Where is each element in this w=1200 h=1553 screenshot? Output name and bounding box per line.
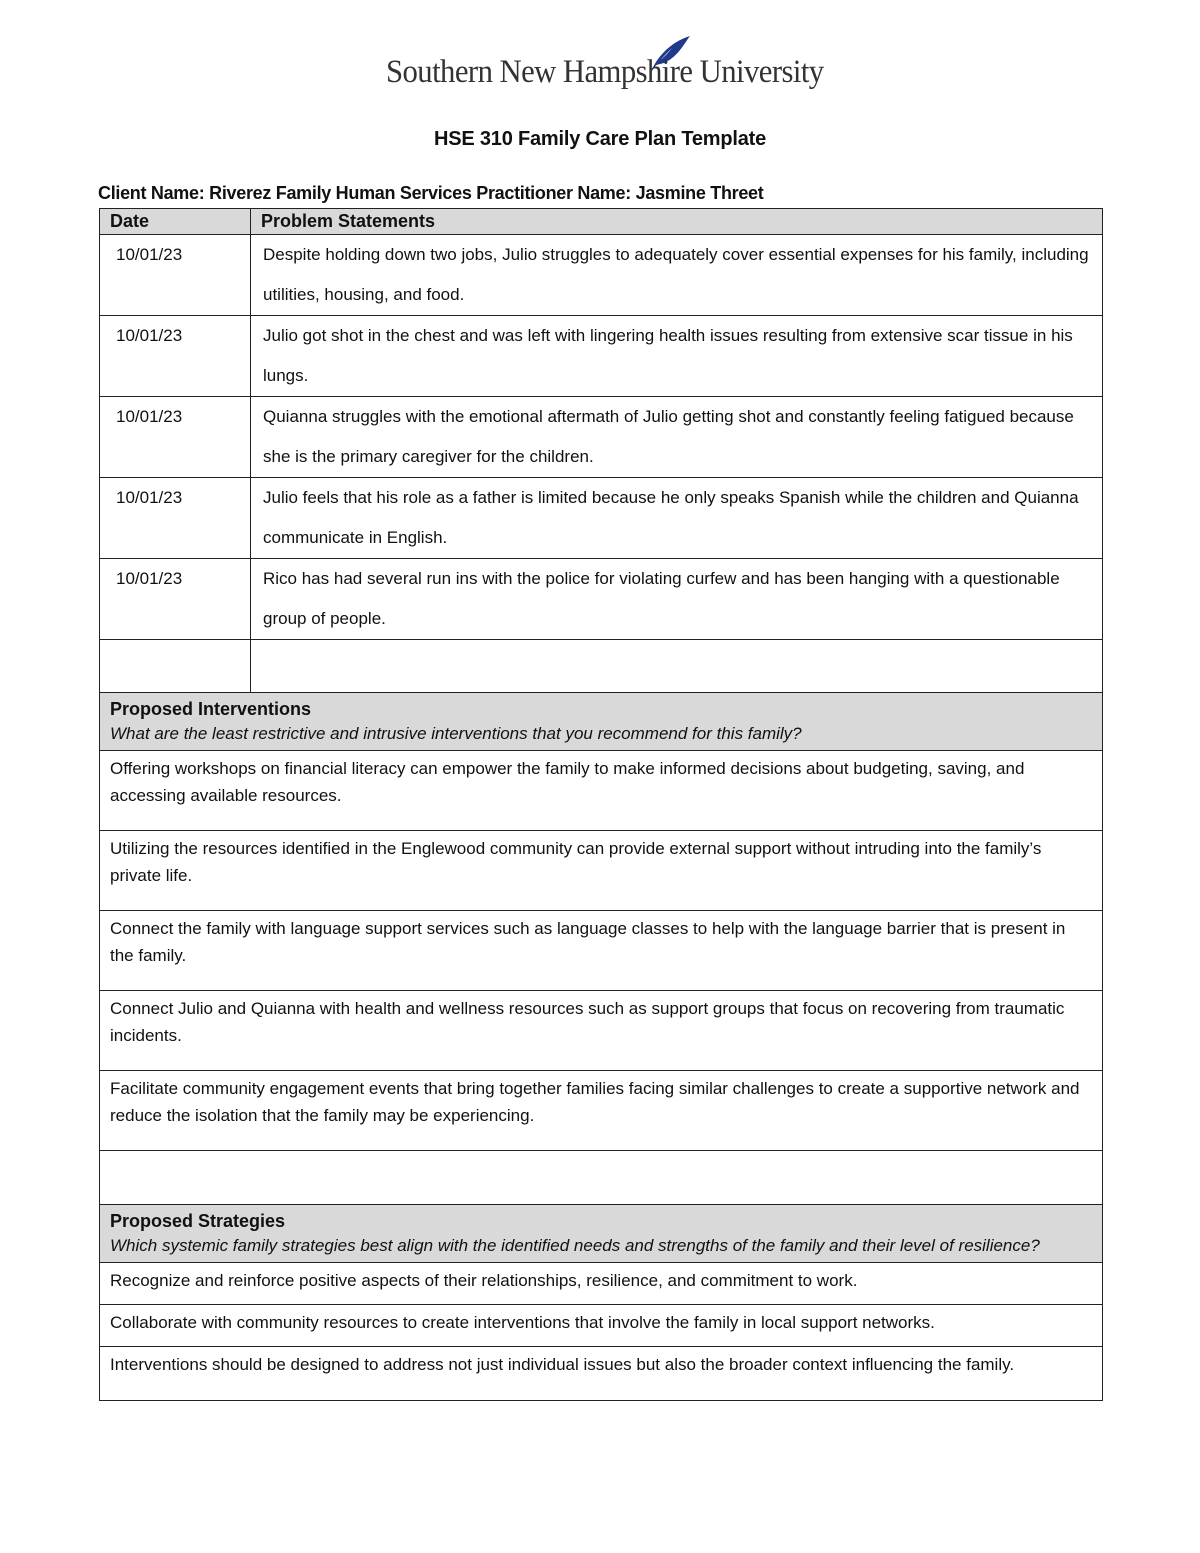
problem-date: 10/01/23 bbox=[100, 478, 251, 559]
problem-date: 10/01/23 bbox=[100, 559, 251, 640]
problem-row bbox=[100, 235, 1103, 316]
strategy-text: Collaborate with community resources to create interventions that involve the family in local support networks. bbox=[100, 1305, 1103, 1347]
problem-date: 10/01/23 bbox=[100, 235, 251, 316]
interventions-header-row bbox=[100, 693, 1103, 751]
intervention-row-empty bbox=[100, 1151, 1103, 1205]
problem-row bbox=[100, 559, 1103, 640]
strategy-text: Recognize and reinforce positive aspects of their relationships, resilience, and commitment to work. bbox=[100, 1263, 1103, 1305]
university-name: Southern New Hampshire University bbox=[386, 54, 824, 90]
intervention-text: Connect the family with language support services such as language classes to help with the language barrier that is present in the family. bbox=[100, 911, 1103, 991]
intervention-text bbox=[100, 1151, 1103, 1205]
problem-row-empty bbox=[100, 640, 1103, 693]
intervention-text: Facilitate community engagement events that bring together families facing similar challenges to create a supportive network and reduce the isolation that the family may be experiencing. bbox=[100, 1071, 1103, 1151]
problem-date: 10/01/23 bbox=[100, 397, 251, 478]
problem-date: 10/01/23 bbox=[100, 316, 251, 397]
university-logo bbox=[386, 34, 824, 102]
strategy-row bbox=[100, 1347, 1103, 1401]
strategy-row bbox=[100, 1305, 1103, 1347]
problem-statement: Julio feels that his role as a father is limited because he only speaks Spanish while the children and Quianna communicate in English. bbox=[263, 488, 1079, 547]
problem-statement bbox=[251, 640, 1103, 693]
problem-statement: Despite holding down two jobs, Julio struggles to adequately cover essential expenses for his family, including utilities, housing, and food. bbox=[263, 245, 1089, 304]
document-title: HSE 310 Family Care Plan Template bbox=[433, 128, 767, 150]
intervention-row bbox=[100, 911, 1103, 991]
problem-row bbox=[100, 478, 1103, 559]
problem-date bbox=[100, 640, 251, 693]
strategies-header-row bbox=[100, 1205, 1103, 1263]
strategies-title: Proposed Strategies bbox=[110, 1211, 286, 1231]
problem-statements-column-header: Problem Statements bbox=[251, 209, 1103, 235]
problem-row bbox=[100, 316, 1103, 397]
problem-statement: Quianna struggles with the emotional aftermath of Julio getting shot and constantly feeling fatigued because she is the primary caregiver for the children. bbox=[263, 407, 1074, 466]
intervention-text: Offering workshops on financial literacy can empower the family to make informed decisions about budgeting, saving, and accessing available resources. bbox=[100, 751, 1103, 831]
intervention-text: Utilizing the resources identified in the Englewood community can provide external support without intruding into the family’s private life. bbox=[100, 831, 1103, 911]
interventions-question: What are the least restrictive and intrusive interventions that you recommend for this family? bbox=[110, 724, 802, 743]
intervention-row bbox=[100, 831, 1103, 911]
intervention-row bbox=[100, 991, 1103, 1071]
problem-row bbox=[100, 397, 1103, 478]
problems-header-row bbox=[100, 209, 1103, 235]
date-column-header: Date bbox=[100, 209, 251, 235]
client-practitioner-line: Client Name: Riverez Family Human Services Practitioner Name: Jasmine Threet bbox=[98, 183, 764, 203]
strategy-text: Interventions should be designed to address not just individual issues but also the broader context influencing the family. bbox=[100, 1347, 1103, 1401]
intervention-row bbox=[100, 1071, 1103, 1151]
intervention-text: Connect Julio and Quianna with health and wellness resources such as support groups that focus on recovering from traumatic incidents. bbox=[100, 991, 1103, 1071]
strategies-question: Which systemic family strategies best align with the identified needs and strengths of the family and their level of resilience? bbox=[110, 1236, 1040, 1255]
problem-statement: Julio got shot in the chest and was left with lingering health issues resulting from extensive scar tissue in his lungs. bbox=[263, 326, 1073, 385]
intervention-row bbox=[100, 751, 1103, 831]
problem-statement: Rico has had several run ins with the police for violating curfew and has been hanging with a questionable group of people. bbox=[263, 569, 1060, 628]
strategy-row bbox=[100, 1263, 1103, 1305]
interventions-title: Proposed Interventions bbox=[110, 699, 312, 719]
care-plan-table bbox=[99, 208, 1103, 1401]
